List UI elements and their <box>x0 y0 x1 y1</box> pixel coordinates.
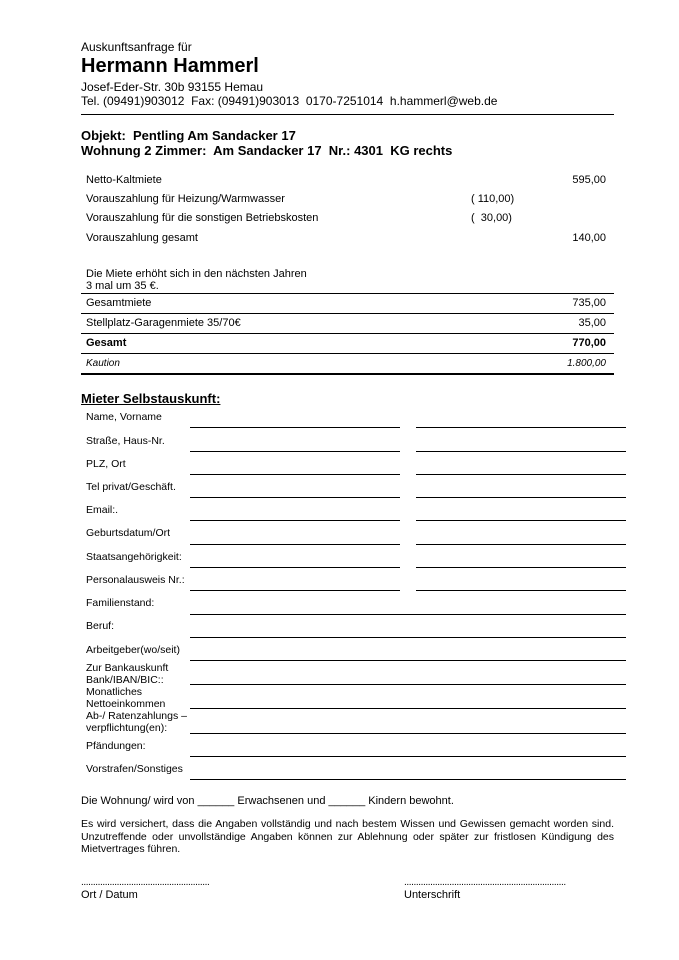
betrieb-value: ( 30,00) <box>471 212 512 224</box>
voraus-value: 140,00 <box>572 232 606 244</box>
field-label-email: Email:. <box>86 504 119 516</box>
field-line-employer[interactable] <box>190 660 626 661</box>
rent-row-voraus <box>81 229 614 248</box>
tenant-heading: Mieter Selbstauskunft: <box>81 391 221 406</box>
rent-row-betrieb <box>81 209 614 228</box>
kaution-value: 1.800,00 <box>567 358 606 369</box>
gesamt-label: Gesamt <box>86 337 127 349</box>
rent-row-gesamt <box>81 334 614 353</box>
object-subtitle: Wohnung 2 Zimmer: Am Sandacker 17 Nr.: 4301 KG rechts <box>81 143 453 158</box>
netto-label: Netto-Kaltmiete <box>86 174 162 186</box>
field-line-name-1[interactable] <box>190 427 400 428</box>
field-label-job: Beruf: <box>86 620 115 632</box>
field-line-criminal[interactable] <box>190 779 626 780</box>
field-label-name: Name, Vorname <box>86 411 162 423</box>
field-line-street-2[interactable] <box>416 451 626 452</box>
field-label-id: Personalausweis Nr.: <box>86 574 185 586</box>
field-line-id-2[interactable] <box>416 590 626 591</box>
rent-divider-4 <box>81 353 614 354</box>
field-label-debts: Ab-/ Ratenzahlungs – verpflichtung(en): <box>86 710 187 734</box>
field-label-street: Straße, Haus-Nr. <box>86 435 165 447</box>
rent-row-gesamtmiete <box>81 294 614 313</box>
landlord-contact: Tel. (09491)903012 Fax: (09491)903013 0170-7251014 h.hammerl@web.de <box>81 94 498 108</box>
field-line-bank[interactable] <box>190 684 626 685</box>
field-label-criminal: Vorstrafen/Sonstiges <box>86 763 183 775</box>
household-text-c: Kindern bewohnt. <box>368 795 454 807</box>
field-line-income[interactable] <box>190 708 626 709</box>
field-line-nationality-1[interactable] <box>190 567 400 568</box>
rent-note-line2: 3 mal um 35 €. <box>86 280 159 292</box>
rent-row-stellplatz <box>81 314 614 333</box>
gesamt-value: 770,00 <box>572 337 606 349</box>
rent-row-heizung <box>81 190 614 209</box>
rent-divider-5 <box>81 373 614 375</box>
field-line-id-1[interactable] <box>190 590 400 591</box>
field-line-street-1[interactable] <box>190 451 400 452</box>
field-line-birth-1[interactable] <box>190 544 400 545</box>
field-line-name-2[interactable] <box>416 427 626 428</box>
field-label-zip: PLZ, Ort <box>86 458 126 470</box>
place-date-label: Ort / Datum <box>81 889 138 901</box>
rent-row-netto <box>81 171 614 190</box>
household-text-b: Erwachsenen und <box>237 795 326 807</box>
signature-dots-right[interactable]: .................................................................... <box>404 877 566 888</box>
gesamtmiete-value: 735,00 <box>572 297 606 309</box>
stellplatz-value: 35,00 <box>578 317 606 329</box>
kaution-label: Kaution <box>86 358 120 369</box>
adults-blank[interactable]: ______ <box>197 795 235 807</box>
field-line-zip-2[interactable] <box>416 474 626 475</box>
signature-label: Unterschrift <box>404 889 461 901</box>
voraus-label: Vorauszahlung gesamt <box>86 232 198 244</box>
field-label-income: Monatliches Nettoeinkommen <box>86 686 166 710</box>
rent-row-kaution <box>81 355 614 374</box>
field-label-birth: Geburtsdatum/Ort <box>86 527 171 539</box>
field-label-phone: Tel privat/Geschäft. <box>86 481 176 493</box>
betrieb-label: Vorauszahlung für die sonstigen Betriebskosten <box>86 212 319 224</box>
field-line-email-1[interactable] <box>190 520 400 521</box>
field-label-bank: Zur Bankauskunft Bank/IBAN/BIC:: <box>86 662 169 686</box>
heizung-label: Vorauszahlung für Heizung/Warmwasser <box>86 193 285 205</box>
gesamtmiete-label: Gesamtmiete <box>86 297 152 309</box>
field-line-phone-1[interactable] <box>190 497 400 498</box>
field-line-seizures[interactable] <box>190 756 626 757</box>
netto-value: 595,00 <box>572 174 606 186</box>
field-line-debts[interactable] <box>190 733 626 734</box>
field-label-seizures: Pfändungen: <box>86 740 146 752</box>
landlord-name: Hermann Hammerl <box>81 55 259 77</box>
field-label-marital: Familienstand: <box>86 597 155 609</box>
field-line-phone-2[interactable] <box>416 497 626 498</box>
heizung-value: ( 110,00) <box>471 193 515 205</box>
children-blank[interactable]: ______ <box>328 795 366 807</box>
field-line-marital[interactable] <box>190 614 626 615</box>
field-line-email-2[interactable] <box>416 520 626 521</box>
request-label: Auskunftsanfrage für <box>81 40 192 54</box>
field-line-birth-2[interactable] <box>416 544 626 545</box>
field-label-employer: Arbeitgeber(wo/seit) <box>86 644 180 656</box>
signature-dots-left[interactable]: ...................................................... <box>81 877 210 888</box>
rent-note-line1: Die Miete erhöht sich in den nächsten Jahren <box>86 268 307 280</box>
field-line-zip-1[interactable] <box>190 474 400 475</box>
object-title: Objekt: Pentling Am Sandacker 17 <box>81 128 296 143</box>
header-divider <box>81 114 614 115</box>
field-line-nationality-2[interactable] <box>416 567 626 568</box>
field-line-job[interactable] <box>190 637 626 638</box>
landlord-address: Josef-Eder-Str. 30b 93155 Hemau <box>81 80 264 94</box>
field-label-nationality: Staatsangehörigkeit: <box>86 551 182 563</box>
stellplatz-label: Stellplatz-Garagenmiete 35/70€ <box>86 317 241 329</box>
household-sentence <box>81 795 454 807</box>
declaration-text: Es wird versichert, dass die Angaben vollständig und nach bestem Wissen und Gewissen gemacht worden sind. Unzutreffende oder unvollständige Angaben können zur Ablehnung oder später zur fristlosen Kündigung des Mietvertrages führen. <box>81 818 614 855</box>
household-text-a: Die Wohnung/ wird von <box>81 795 195 807</box>
